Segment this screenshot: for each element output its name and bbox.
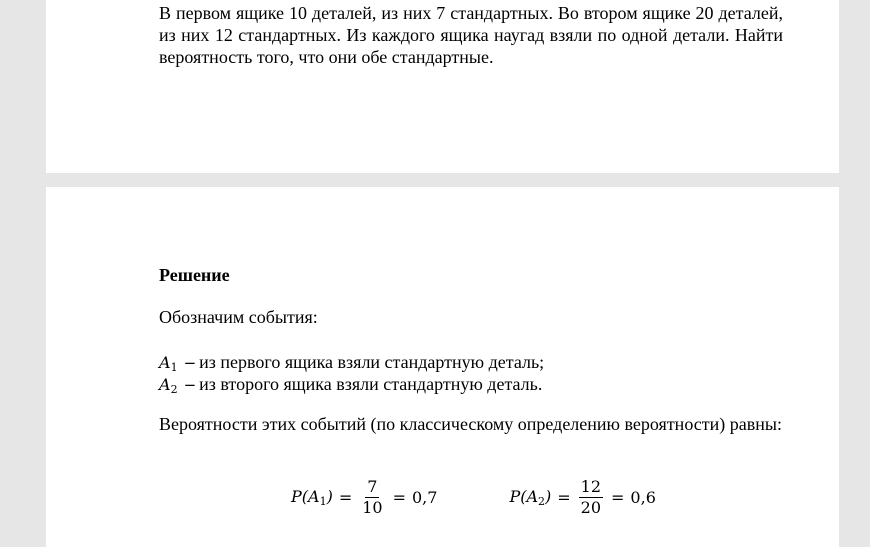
event-a2-dash: − bbox=[183, 376, 197, 394]
formula-p-a1-denominator: 10 bbox=[362, 498, 383, 517]
formula-p-a2-lhs: $P(A_2)$ bbox=[509, 487, 552, 508]
formula-p-a2-denominator: 20 bbox=[580, 498, 602, 517]
formula-p-a1-equals: = bbox=[338, 488, 353, 507]
formula-p-a1-equals-2: = bbox=[392, 488, 406, 507]
event-a1 bbox=[159, 351, 783, 373]
formula-p-a2-equals: = bbox=[557, 488, 571, 507]
notation-intro: Обозначим события: bbox=[159, 307, 318, 327]
event-a1-dash: − bbox=[183, 354, 197, 372]
formula-p-a1-lhs: $P(A_1)$ bbox=[291, 487, 333, 508]
event-a1-symbol: $A_1$ bbox=[159, 353, 178, 374]
event-a1-text: из первого ящика взяли стандартную деталь; bbox=[199, 352, 545, 372]
probability-formulas bbox=[291, 477, 656, 518]
formula-p-a1 bbox=[291, 477, 437, 518]
formula-p-a1-fraction bbox=[360, 477, 384, 518]
events-list bbox=[159, 351, 783, 395]
event-a2-symbol: $A_2$ bbox=[159, 375, 178, 396]
event-a2-text: из второго ящика взяли стандартную деталь. bbox=[199, 374, 543, 394]
formula-p-a1-result: 0,7 bbox=[411, 488, 438, 507]
formula-p-a2-result: 0,6 bbox=[630, 488, 656, 507]
formula-p-a2-equals-2: = bbox=[611, 488, 625, 507]
solution-heading: Решение bbox=[159, 265, 230, 285]
problem-statement: В первом ящике 10 деталей, из них 7 стандартных. Во втором ящике 20 деталей, из них 12 стандартных. Из каждого ящика наугад взяли по одной детали. Найти вероятность того, что они обе стандартные. bbox=[159, 3, 783, 67]
formula-p-a2-numerator: 12 bbox=[580, 477, 602, 496]
document-page-1 bbox=[46, 0, 839, 173]
probabilities-intro: Вероятности этих событий (по классическому определению вероятности) равны: bbox=[159, 414, 782, 434]
event-a2 bbox=[159, 373, 783, 395]
formula-p-a2 bbox=[509, 477, 655, 518]
document-page-2 bbox=[46, 187, 839, 547]
formula-p-a1-numerator: 7 bbox=[367, 477, 378, 496]
formula-p-a2-fraction bbox=[579, 477, 603, 518]
